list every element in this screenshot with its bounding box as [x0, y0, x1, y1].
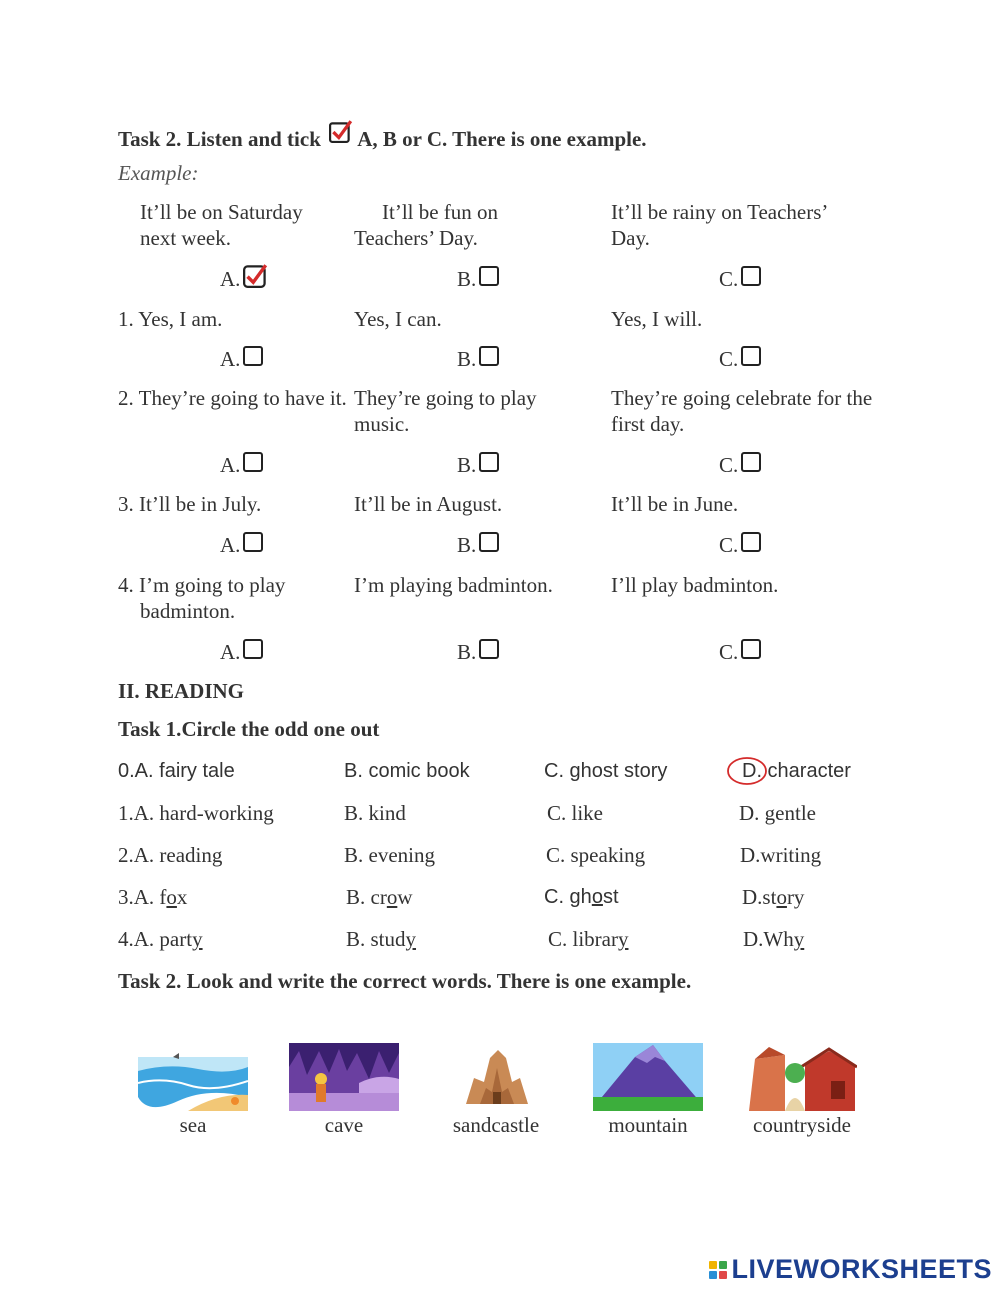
q2-option-a-text: 2. They’re going to have it. — [118, 386, 347, 410]
row0-option-d[interactable]: D. character — [742, 760, 851, 782]
row2-option-a[interactable]: 2.A. reading — [118, 843, 223, 867]
listening-task-heading — [118, 122, 647, 152]
reading-task2-title: Task 2. Look and write the correct words. There is one example. — [118, 969, 692, 993]
caption-cave: cave — [324, 1113, 364, 1137]
row1-option-c[interactable]: C. like — [547, 801, 603, 825]
caption-sandcastle: sandcastle — [452, 1113, 540, 1137]
row4-option-a[interactable]: 4.A. party — [118, 927, 203, 951]
row3-option-d[interactable]: D.story — [742, 885, 805, 909]
liveworksheets-logo[interactable] — [709, 1254, 992, 1285]
q1-option-b[interactable]: B. — [457, 346, 499, 372]
row0-option-a[interactable]: 0.A. fairy tale — [118, 760, 235, 782]
logo-mark-icon — [709, 1261, 727, 1279]
q4-option-c[interactable]: C. — [719, 639, 761, 665]
row1-option-b[interactable]: B. kind — [344, 801, 406, 825]
example-option-a-text: It’ll be on Saturday next week. — [140, 200, 303, 250]
example-option-c-text: It’ll be rainy on Teachers’ Day. — [611, 200, 827, 250]
q1-option-a-text: 1. Yes, I am. — [118, 307, 223, 331]
q1-option-c[interactable]: C. — [719, 346, 761, 372]
sandcastle-picture — [462, 1048, 532, 1106]
row4-option-c[interactable]: C. library — [548, 927, 629, 951]
q1-option-c-text: Yes, I will. — [611, 307, 703, 331]
row1-option-d[interactable]: D. gentle — [739, 801, 816, 825]
checked-box-icon — [329, 119, 353, 143]
checkbox-icon[interactable] — [741, 346, 761, 366]
q3-option-b[interactable]: B. — [457, 532, 499, 558]
q4-option-a-text: 4. I’m going to play badminton. — [118, 573, 286, 623]
checkbox-icon[interactable] — [479, 639, 499, 659]
checkbox-icon[interactable] — [479, 266, 499, 286]
row3-option-c[interactable]: C. ghost — [544, 886, 619, 908]
checkbox-icon[interactable] — [479, 452, 499, 472]
row0-option-b[interactable]: B. comic book — [344, 760, 470, 782]
answer-circle-icon — [725, 755, 769, 787]
heading-part-2: A, B or C. There is one example. — [357, 127, 647, 151]
row1-option-a[interactable]: 1.A. hard-working — [118, 801, 274, 825]
example-option-c[interactable]: C. — [719, 266, 761, 292]
checkbox-icon[interactable] — [479, 346, 499, 366]
q4-option-a[interactable]: A. — [220, 639, 263, 665]
countryside-picture — [745, 1045, 857, 1111]
cave-picture — [289, 1043, 399, 1111]
q1-option-a[interactable]: A. — [220, 346, 263, 372]
checkbox-icon[interactable] — [243, 346, 263, 366]
checkbox-icon[interactable] — [243, 532, 263, 552]
row4-option-b[interactable]: B. study — [346, 927, 417, 951]
checkbox-icon[interactable] — [741, 532, 761, 552]
reading-section-title: II. READING — [118, 679, 245, 703]
q2-option-c-text: They’re going celebrate for the first day. — [611, 386, 873, 436]
q4-option-b-text: I’m playing badminton. — [354, 573, 553, 597]
example-option-b-text: It’ll be fun on Teachers’ Day. — [354, 200, 499, 250]
checkbox-icon[interactable] — [243, 639, 263, 659]
row3-option-a[interactable]: 3.A. fox — [118, 885, 188, 909]
mountain-picture — [593, 1043, 703, 1111]
checkbox-icon[interactable] — [479, 532, 499, 552]
checked-box-icon — [243, 263, 268, 288]
example-option-b[interactable]: B. — [457, 266, 499, 292]
row2-option-b[interactable]: B. evening — [344, 843, 435, 867]
checkbox-icon[interactable] — [243, 452, 263, 472]
row3-option-b[interactable]: B. crow — [346, 885, 413, 909]
example-label: Example: — [118, 161, 199, 185]
q3-option-a[interactable]: A. — [220, 532, 263, 558]
sea-picture — [138, 1053, 248, 1111]
q2-option-a[interactable]: A. — [220, 452, 263, 478]
q3-option-c-text: It’ll be in June. — [611, 492, 739, 516]
q4-option-b[interactable]: B. — [457, 639, 499, 665]
caption-sea: sea — [179, 1113, 207, 1137]
caption-countryside: countryside — [753, 1113, 851, 1137]
reading-task1-title: Task 1.Circle the odd one out — [118, 717, 380, 741]
q3-option-c[interactable]: C. — [719, 532, 761, 558]
caption-mountain: mountain — [608, 1113, 688, 1137]
checkbox-icon[interactable] — [741, 639, 761, 659]
row2-option-c[interactable]: C. speaking — [546, 843, 646, 867]
heading-part-1: Task 2. Listen and tick — [118, 127, 321, 151]
q3-option-a-text: 3. It’ll be in July. — [118, 492, 262, 516]
row4-option-d[interactable]: D.Why — [743, 927, 805, 951]
q1-option-b-text: Yes, I can. — [354, 307, 442, 331]
circled-answer: D. — [742, 760, 762, 782]
example-option-a: A. — [220, 266, 268, 292]
q2-option-c[interactable]: C. — [719, 452, 761, 478]
q4-option-c-text: I’ll play badminton. — [611, 573, 779, 597]
q2-option-b-text: They’re going to play music. — [354, 386, 537, 436]
q3-option-b-text: It’ll be in August. — [354, 492, 503, 516]
row0-option-c[interactable]: C. ghost story — [544, 760, 668, 782]
brand-name: LIVEWORKSHEETS — [731, 1254, 992, 1284]
row2-option-d[interactable]: D.writing — [740, 843, 822, 867]
q2-option-b[interactable]: B. — [457, 452, 499, 478]
checkbox-icon[interactable] — [741, 266, 761, 286]
checkbox-icon[interactable] — [741, 452, 761, 472]
